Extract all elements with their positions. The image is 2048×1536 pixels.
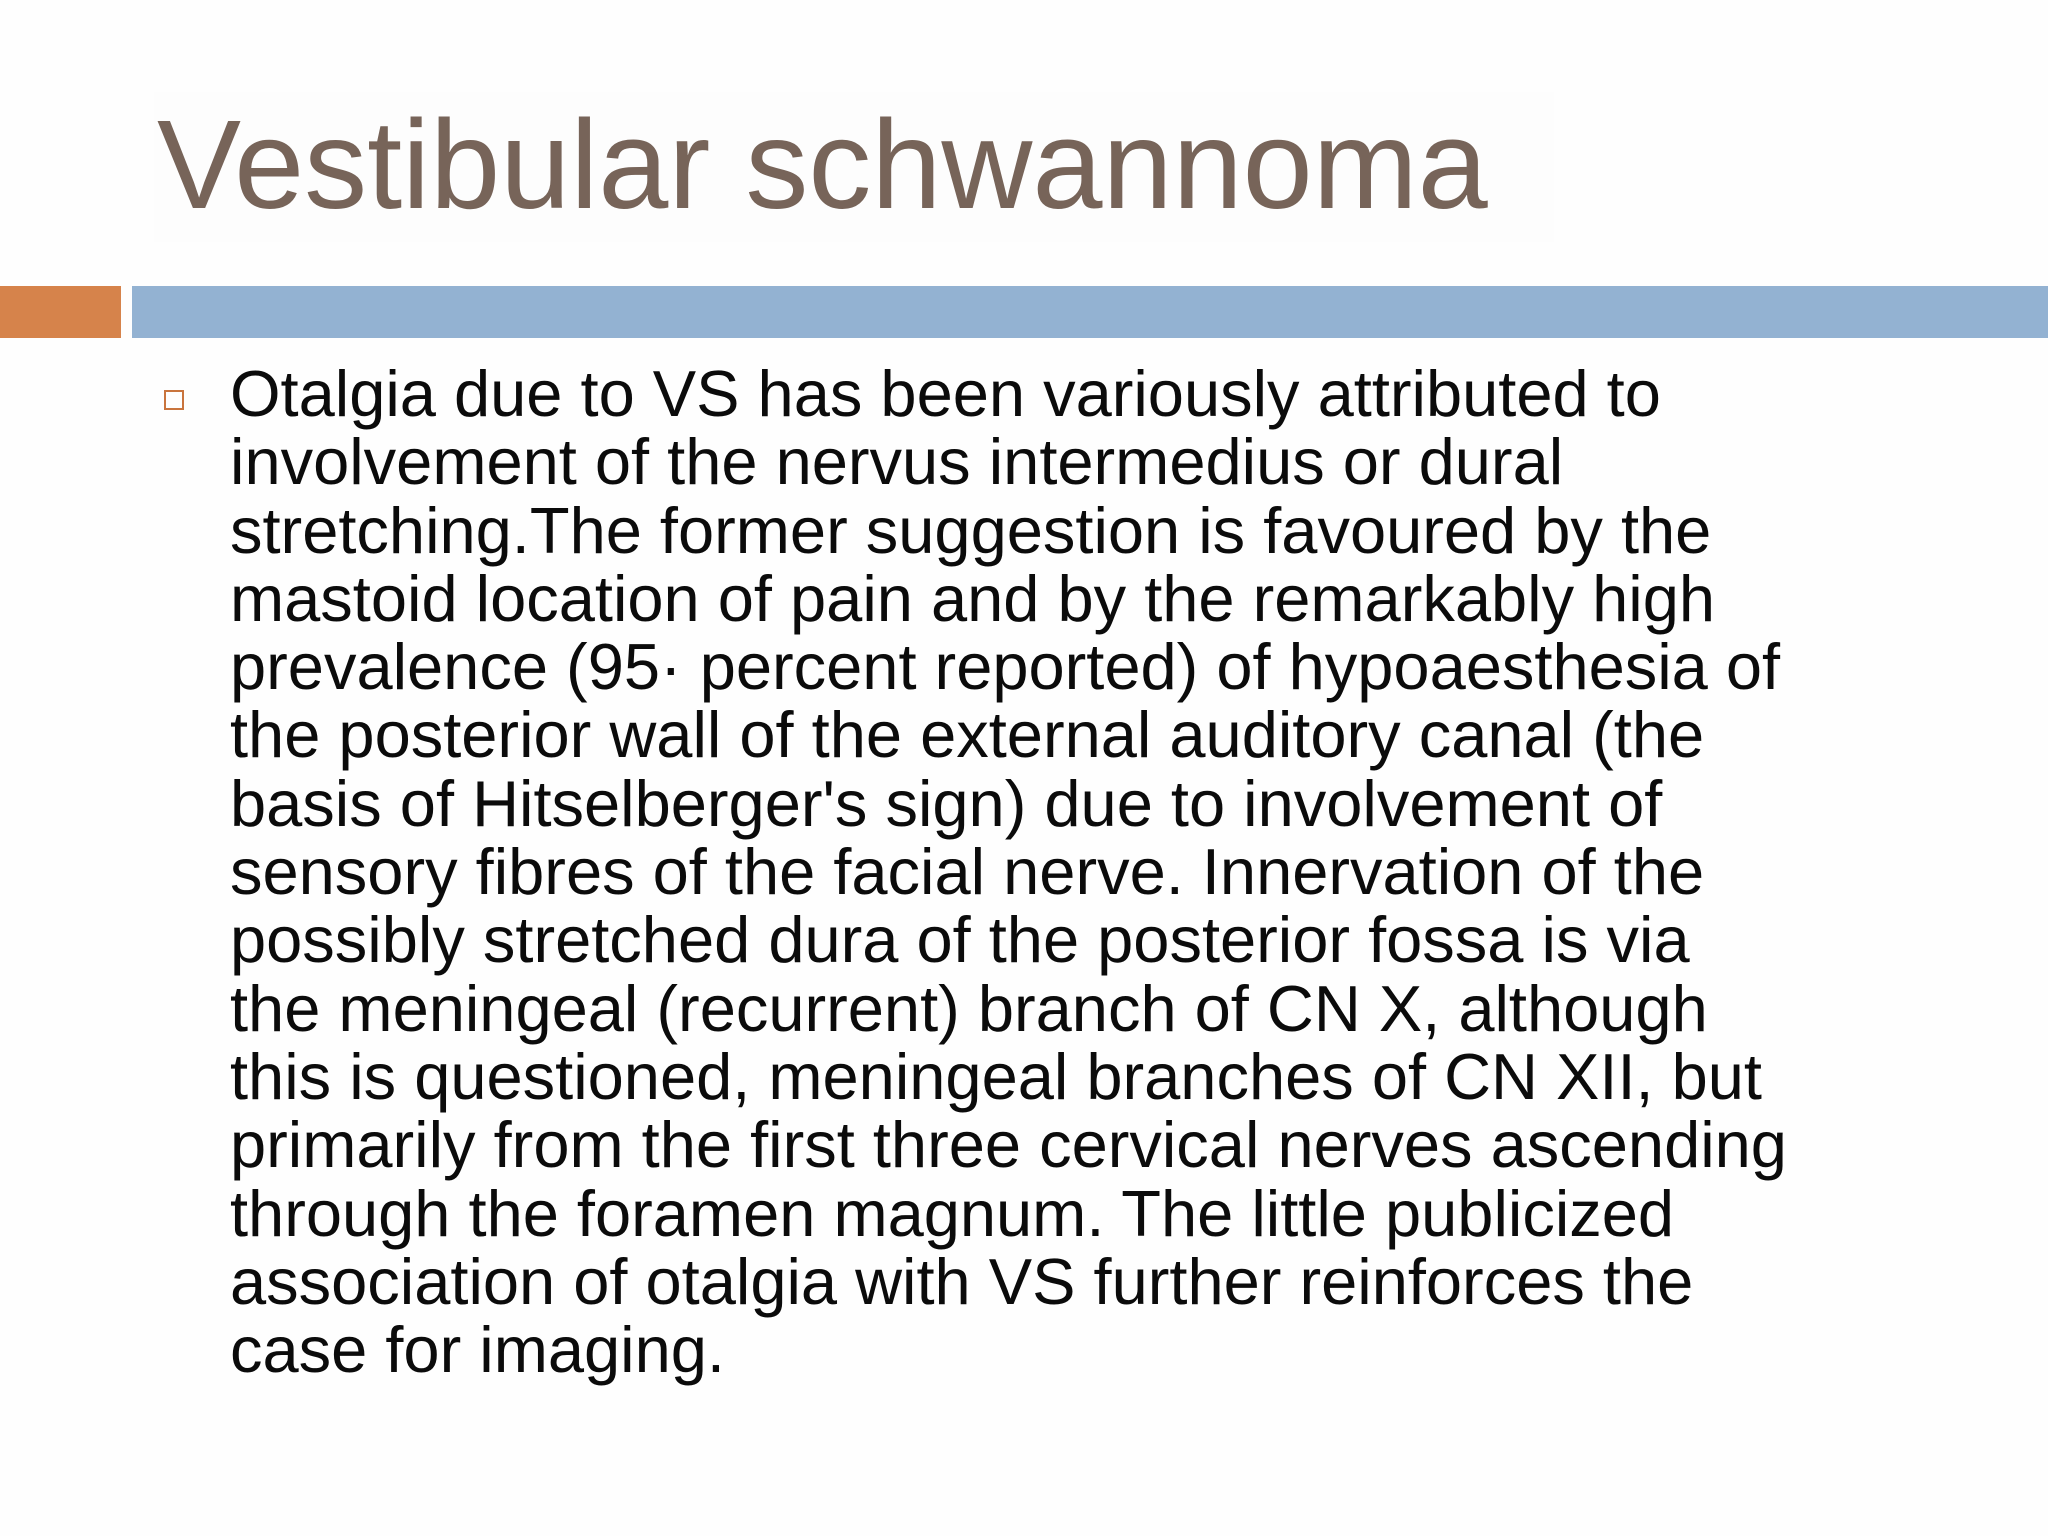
bullet-line: stretching.The former suggestion is favoured by the xyxy=(230,493,1712,567)
bullet-line: through the foramen magnum. The little publicized xyxy=(230,1176,1675,1250)
bullet-line: basis of Hitselberger's sign) due to involvement of xyxy=(230,766,1663,840)
bullet-line: involvement of the nervus intermedius or dural xyxy=(230,425,1564,499)
bullet-line: prevalence (95· percent reported) of hypoaesthesia of xyxy=(230,630,1781,704)
accent-bar-orange xyxy=(0,286,121,338)
accent-bar-blue xyxy=(132,286,2048,338)
bullet-line: possibly stretched dura of the posterior fossa is via xyxy=(230,903,1690,977)
bullet-line: this is questioned, meningeal branches of CN XII, but xyxy=(230,1039,1762,1113)
bullet-line: association of otalgia with VS further reinforces the xyxy=(230,1244,1694,1318)
bullet-item xyxy=(160,357,1960,1387)
bullet-line: the posterior wall of the external auditory canal (the xyxy=(230,698,1705,772)
hollow-square-bullet-icon xyxy=(164,390,184,410)
slide-body xyxy=(160,357,1960,1387)
bullet-line: mastoid location of pain and by the remarkably high xyxy=(230,561,1716,635)
bullet-text xyxy=(230,357,1960,1387)
bullet-line: primarily from the first three cervical nerves ascending xyxy=(230,1108,1787,1182)
bullet-line: sensory fibres of the facial nerve. Innervation of the xyxy=(230,835,1705,909)
bullet-line: the meningeal (recurrent) branch of CN X, although xyxy=(230,971,1708,1045)
bullet-line: case for imaging. xyxy=(230,1313,725,1387)
slide-title: Vestibular schwannoma xyxy=(157,94,1488,235)
bullet-line: Otalgia due to VS has been variously attributed to xyxy=(230,357,1661,430)
